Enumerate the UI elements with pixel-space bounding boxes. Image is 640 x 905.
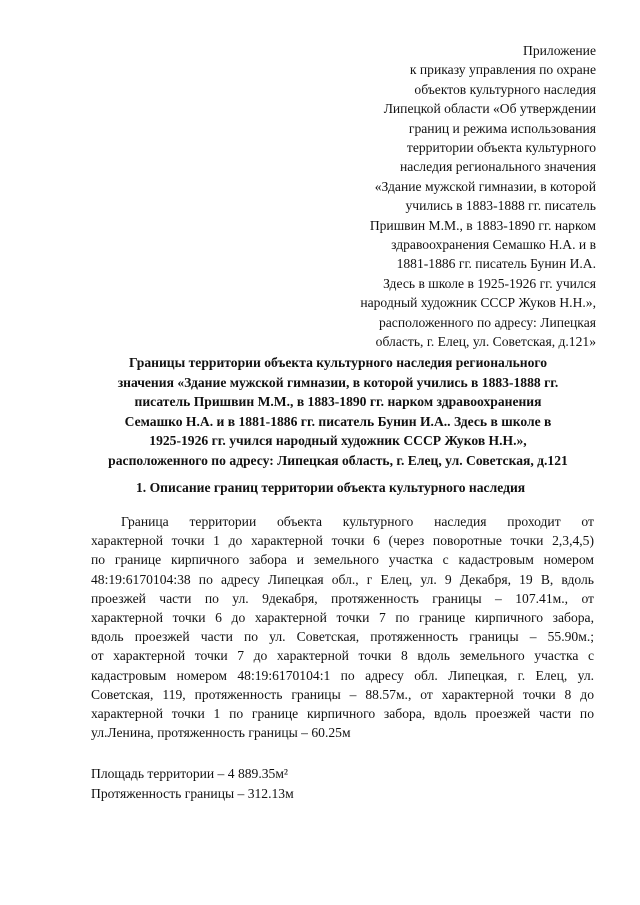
document-title bbox=[58, 353, 618, 471]
appendix-line: объектов культурного наследия bbox=[414, 81, 596, 97]
appendix-line: область, г. Елец, ул. Советская, д.121» bbox=[375, 334, 596, 350]
description-line: кадастровым номером 48:19:6170104:1 по адресу обл. Липецкая, г. Елец, ул. bbox=[91, 667, 594, 683]
description-line: Советская, 119, протяженность границы – 88.57м., от характерной точки 8 до bbox=[91, 686, 594, 702]
description-line: вдоль проезжей части по ул. Советская, протяженность границы – 55.90м.; bbox=[91, 629, 594, 645]
appendix-line: «Здание мужской гимназии, в которой bbox=[374, 178, 596, 194]
description-line: Граница территории объекта культурного наследия проходит от bbox=[121, 514, 594, 529]
appendix-header bbox=[296, 41, 596, 352]
description-line: ул.Ленина, протяженность границы – 60.25м bbox=[91, 725, 351, 741]
description-line: характерной точки 1 до характерной точки 6 (через поворотные точки 2,3,4,5) bbox=[91, 533, 594, 549]
appendix-line: территории объекта культурного bbox=[406, 140, 596, 156]
appendix-line: здравоохранения Семашко Н.А. и в bbox=[391, 237, 596, 253]
description-line: от характерной точки 7 до характерной точки 8 вдоль земельного участка с bbox=[91, 648, 594, 664]
appendix-line: границ и режима использования bbox=[408, 120, 596, 136]
title-line: значения «Здание мужской гимназии, в которой учились в 1883-1888 гг. bbox=[117, 374, 559, 390]
appendix-line: Липецкой области «Об утверждении bbox=[383, 101, 596, 117]
appendix-line: к приказу управления по охране bbox=[409, 62, 596, 78]
title-line: 1925-1926 гг. учился народный художник СССР Жуков Н.Н.», bbox=[149, 433, 527, 449]
appendix-line: расположенного по адресу: Липецкая bbox=[378, 314, 596, 330]
summary-block bbox=[91, 764, 294, 803]
territory-area: Площадь территории – 4 889.35м² bbox=[91, 766, 289, 781]
appendix-line: учились в 1883-1888 гг. писатель bbox=[405, 198, 596, 214]
title-line: Семашко Н.А. и в 1881-1886 гг. писатель Бунин И.А.. Здесь в школе в bbox=[124, 413, 552, 429]
appendix-line: народный художник СССР Жуков Н.Н.», bbox=[360, 295, 596, 311]
appendix-line: 1881-1886 гг. писатель Бунин И.А. bbox=[396, 256, 596, 272]
appendix-line: Пришвин М.М., в 1883-1890 гг. нарком bbox=[369, 217, 596, 233]
boundary-description bbox=[91, 512, 594, 742]
title-line: Границы территории объекта культурного наследия регионального bbox=[128, 355, 548, 370]
appendix-line: Здесь в школе в 1925-1926 гг. учился bbox=[383, 275, 596, 291]
description-line: по границе кирпичного забора и земельного участка с кадастровым номером bbox=[91, 552, 594, 568]
appendix-line: наследия регионального значения bbox=[399, 159, 596, 175]
description-line: проезжей части по ул. 9декабря, протяженность границы – 107.41м., от bbox=[91, 590, 594, 606]
section-heading: 1. Описание границ территории объекта культурного наследия bbox=[136, 480, 526, 495]
title-line: писатель Пришвин М.М., в 1883-1890 гг. нарком здравоохранения bbox=[134, 394, 542, 410]
boundary-length: Протяженность границы – 312.13м bbox=[91, 785, 294, 801]
description-line: характерной точки 1 по границе кирпичного забора, вдоль проезжей части по bbox=[91, 706, 594, 722]
title-line: расположенного по адресу: Липецкая область, г. Елец, ул. Советская, д.121 bbox=[108, 452, 568, 468]
description-line: характерной точки 6 до характерной точки 7 по границе кирпичного забора, bbox=[91, 610, 594, 626]
appendix-line: Приложение bbox=[523, 43, 596, 58]
description-line: 48:19:6170104:38 по адресу Липецкая обл., г Елец, ул. 9 Декабря, 19 В, вдоль bbox=[91, 571, 594, 587]
